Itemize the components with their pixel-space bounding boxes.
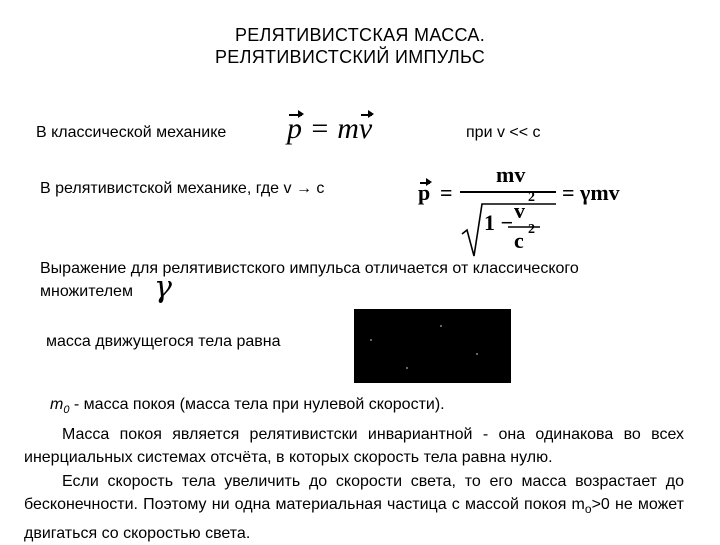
classical-label: В классической механике — [36, 124, 227, 141]
m0-sub-o: о — [584, 502, 592, 517]
light-speed-text-a: Если скорость тела увеличить до скорости света, то его масса возрастает до бесконечности. Поэтому ни одна материальная частица с массой покоя m — [24, 472, 684, 514]
p-vector: p — [287, 112, 302, 145]
page-title-line1: РЕЛЯТИВИСТСКАЯ МАССА. — [234, 25, 486, 45]
m0-symbol: m — [50, 396, 64, 413]
rel-p-vector: p — [418, 180, 431, 205]
v-vector: v — [358, 112, 373, 145]
relativistic-formula — [410, 160, 650, 260]
formula-image-placeholder — [354, 309, 511, 383]
rel-one-minus: 1 − — [484, 210, 514, 235]
artifact-dot — [440, 325, 442, 327]
rel-v-exp: 2 — [528, 190, 535, 205]
rel-equals: = — [440, 180, 453, 205]
rel-v: v — [514, 198, 525, 223]
artifact-dot — [406, 367, 408, 369]
rel-numerator: mv — [496, 162, 526, 187]
rest-mass-paragraph: Масса покоя является релятивистски инвариантной - она одинакова во всех инерциальных системах отсчёта, в которых скорость тела равна нулю. — [24, 425, 684, 467]
formula-eq-m: = m — [302, 112, 359, 145]
m0-text: - масса покоя (масса тела при нулевой скорости). — [69, 396, 445, 413]
gamma-note-line2: множителем — [40, 283, 133, 300]
artifact-dot — [370, 339, 372, 341]
classical-condition: при v << c — [466, 124, 541, 141]
m0-subscript: 0 — [63, 404, 70, 417]
body-text — [24, 393, 684, 545]
page-title-line2: РЕЛЯТИВИСТСКИЙ ИМПУЛЬС — [215, 47, 485, 67]
classical-formula — [287, 112, 372, 146]
gamma-symbol: γ — [154, 270, 172, 305]
light-speed-paragraph — [24, 470, 684, 545]
rel-c: c — [514, 228, 524, 253]
light-speed-text-b: >0 не может двигаться со скоростью света. — [24, 496, 685, 542]
m0-line — [24, 393, 684, 423]
rel-rhs: = γmv — [562, 180, 620, 205]
rel-c-exp: 2 — [528, 222, 535, 237]
artifact-dot — [476, 353, 478, 355]
moving-mass-label: масса движущегося тела равна — [46, 333, 281, 350]
gamma-note-line1: Выражение для релятивистского импульса отличается от классического — [40, 260, 579, 277]
relativistic-label: В релятивистской механике, где v → c — [40, 180, 325, 197]
